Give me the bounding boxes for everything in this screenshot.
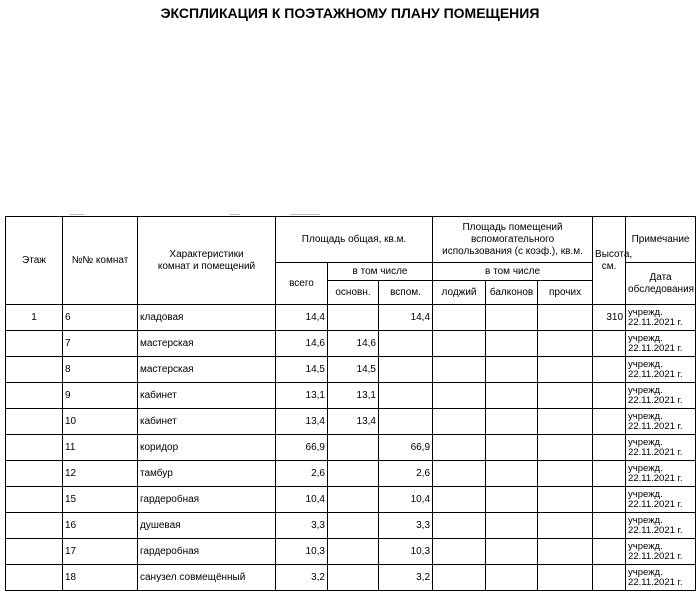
header-including-aux: в том числе (433, 263, 593, 281)
cell-description: мастерская (138, 357, 276, 383)
cell-loggias (433, 357, 486, 383)
note-date: 22.11.2021 г. (628, 394, 683, 406)
cell-area-aux: 10,4 (379, 487, 433, 513)
table-row (6, 539, 696, 565)
cell-room-number: 17 (63, 539, 138, 565)
header-loggias: лоджий (433, 281, 486, 305)
header-area-total: Площадь общая, кв.м. (276, 217, 433, 263)
note-date: 22.11.2021 г. (628, 446, 683, 458)
cell-other (538, 565, 593, 591)
cell-room-number: 8 (63, 357, 138, 383)
cell-room-number: 15 (63, 487, 138, 513)
cell-loggias (433, 565, 486, 591)
cell-area-total: 13,1 (276, 383, 328, 409)
cell-balconies (486, 357, 538, 383)
cell-description: кабинет (138, 409, 276, 435)
note-institution: учрежд. (628, 462, 663, 474)
cell-balconies (486, 565, 538, 591)
cell-area-aux (379, 357, 433, 383)
cell-note (626, 305, 696, 331)
scan-speck (290, 214, 320, 215)
cell-note (626, 409, 696, 435)
cell-balconies (486, 409, 538, 435)
cell-other (538, 331, 593, 357)
cell-description: санузел совмещённый (138, 565, 276, 591)
cell-area-aux: 3,2 (379, 565, 433, 591)
header-survey-date: Дата обследования (626, 263, 696, 305)
header-aux-area: Площадь помещений вспомогательного использования (с коэф.), кв.м. (433, 217, 593, 263)
cell-height (593, 565, 626, 591)
cell-height (593, 513, 626, 539)
note-date: 22.11.2021 г. (628, 342, 683, 354)
cell-height (593, 383, 626, 409)
note-institution: учрежд. (628, 514, 663, 526)
scan-speck (70, 214, 84, 215)
cell-other (538, 357, 593, 383)
header-other: прочих (538, 281, 593, 305)
table-row (6, 435, 696, 461)
cell-other (538, 461, 593, 487)
cell-loggias (433, 409, 486, 435)
cell-loggias (433, 487, 486, 513)
cell-floor: 1 (6, 305, 63, 331)
cell-area-aux: 2,6 (379, 461, 433, 487)
cell-note (626, 435, 696, 461)
cell-floor (6, 357, 63, 383)
cell-balconies (486, 331, 538, 357)
cell-floor (6, 435, 63, 461)
header-balconies: балконов (486, 281, 538, 305)
cell-loggias (433, 383, 486, 409)
cell-floor (6, 565, 63, 591)
note-institution: учрежд. (628, 306, 663, 318)
cell-loggias (433, 513, 486, 539)
cell-note (626, 331, 696, 357)
cell-area-main (328, 539, 379, 565)
cell-other (538, 435, 593, 461)
note-date: 22.11.2021 г. (628, 316, 683, 328)
note-date: 22.11.2021 г. (628, 576, 683, 588)
cell-area-main (328, 513, 379, 539)
header-main: основн. (328, 281, 379, 305)
header-room-number: №№ комнат (63, 217, 138, 305)
cell-area-total: 13,4 (276, 409, 328, 435)
cell-area-aux: 14,4 (379, 305, 433, 331)
cell-description: душевая (138, 513, 276, 539)
cell-description: кладовая (138, 305, 276, 331)
cell-room-number: 7 (63, 331, 138, 357)
cell-height (593, 539, 626, 565)
cell-area-total: 14,6 (276, 331, 328, 357)
cell-description: кабинет (138, 383, 276, 409)
cell-area-total: 14,5 (276, 357, 328, 383)
cell-area-main: 14,5 (328, 357, 379, 383)
cell-area-main: 13,1 (328, 383, 379, 409)
table-row (6, 487, 696, 513)
cell-floor (6, 513, 63, 539)
cell-description: мастерская (138, 331, 276, 357)
cell-area-aux (379, 331, 433, 357)
cell-note (626, 357, 696, 383)
table-row (6, 305, 696, 331)
cell-room-number: 9 (63, 383, 138, 409)
table-row (6, 357, 696, 383)
cell-area-aux: 10,3 (379, 539, 433, 565)
cell-height (593, 357, 626, 383)
cell-area-total: 14,4 (276, 305, 328, 331)
cell-area-total: 10,3 (276, 539, 328, 565)
note-institution: учрежд. (628, 436, 663, 448)
cell-description: тамбур (138, 461, 276, 487)
cell-balconies (486, 461, 538, 487)
cell-height (593, 487, 626, 513)
cell-balconies (486, 435, 538, 461)
cell-note (626, 565, 696, 591)
header-total: всего (276, 263, 328, 305)
header-floor: Этаж (6, 217, 63, 305)
cell-floor (6, 539, 63, 565)
cell-room-number: 12 (63, 461, 138, 487)
cell-note (626, 513, 696, 539)
note-institution: учрежд. (628, 488, 663, 500)
cell-note (626, 461, 696, 487)
cell-other (538, 305, 593, 331)
note-date: 22.11.2021 г. (628, 524, 683, 536)
cell-balconies (486, 383, 538, 409)
table-row (6, 331, 696, 357)
cell-balconies (486, 539, 538, 565)
note-date: 22.11.2021 г. (628, 550, 683, 562)
cell-area-total: 3,2 (276, 565, 328, 591)
cell-other (538, 383, 593, 409)
table-row (6, 383, 696, 409)
header-including: в том числе (328, 263, 433, 281)
cell-description: гардеробная (138, 539, 276, 565)
header-aux: вспом. (379, 281, 433, 305)
note-date: 22.11.2021 г. (628, 420, 683, 432)
table-row (6, 565, 696, 591)
cell-room-number: 11 (63, 435, 138, 461)
cell-area-total: 3,3 (276, 513, 328, 539)
cell-area-aux: 3,3 (379, 513, 433, 539)
cell-note (626, 539, 696, 565)
note-institution: учрежд. (628, 358, 663, 370)
header-note: Примечание (626, 217, 696, 263)
explication-table (5, 216, 696, 591)
cell-loggias (433, 305, 486, 331)
cell-loggias (433, 539, 486, 565)
cell-height (593, 461, 626, 487)
cell-height (593, 409, 626, 435)
table-row (6, 461, 696, 487)
note-institution: учрежд. (628, 540, 663, 552)
cell-note (626, 383, 696, 409)
cell-area-main (328, 435, 379, 461)
cell-room-number: 16 (63, 513, 138, 539)
header-height: Высота, см. (593, 217, 626, 305)
cell-height: 310 (593, 305, 626, 331)
cell-area-main (328, 461, 379, 487)
cell-area-main: 14,6 (328, 331, 379, 357)
cell-other (538, 409, 593, 435)
cell-area-total: 66,9 (276, 435, 328, 461)
note-date: 22.11.2021 г. (628, 498, 683, 510)
cell-height (593, 331, 626, 357)
cell-height (593, 435, 626, 461)
cell-area-aux (379, 409, 433, 435)
cell-other (538, 487, 593, 513)
table-row (6, 409, 696, 435)
cell-balconies (486, 513, 538, 539)
cell-loggias (433, 331, 486, 357)
header-description: Характеристики комнат и помещений (138, 217, 276, 305)
document-title: ЭКСПЛИКАЦИЯ К ПОЭТАЖНОМУ ПЛАНУ ПОМЕЩЕНИЯ (160, 5, 540, 21)
scan-speck (230, 214, 240, 215)
cell-area-aux: 66,9 (379, 435, 433, 461)
cell-area-total: 2,6 (276, 461, 328, 487)
cell-other (538, 539, 593, 565)
cell-loggias (433, 435, 486, 461)
note-date: 22.11.2021 г. (628, 368, 683, 380)
cell-other (538, 513, 593, 539)
cell-area-main (328, 565, 379, 591)
cell-description: коридор (138, 435, 276, 461)
note-institution: учрежд. (628, 410, 663, 422)
table-row (6, 513, 696, 539)
cell-floor (6, 461, 63, 487)
cell-floor (6, 383, 63, 409)
cell-description: гардеробная (138, 487, 276, 513)
cell-floor (6, 331, 63, 357)
cell-area-main: 13,4 (328, 409, 379, 435)
cell-room-number: 18 (63, 565, 138, 591)
cell-balconies (486, 487, 538, 513)
cell-room-number: 6 (63, 305, 138, 331)
cell-room-number: 10 (63, 409, 138, 435)
note-institution: учрежд. (628, 384, 663, 396)
cell-area-total: 10,4 (276, 487, 328, 513)
cell-floor (6, 487, 63, 513)
cell-balconies (486, 305, 538, 331)
note-institution: учрежд. (628, 332, 663, 344)
cell-area-main (328, 487, 379, 513)
cell-note (626, 487, 696, 513)
cell-floor (6, 409, 63, 435)
note-institution: учрежд. (628, 566, 663, 578)
cell-area-aux (379, 383, 433, 409)
cell-loggias (433, 461, 486, 487)
cell-area-main (328, 305, 379, 331)
note-date: 22.11.2021 г. (628, 472, 683, 484)
